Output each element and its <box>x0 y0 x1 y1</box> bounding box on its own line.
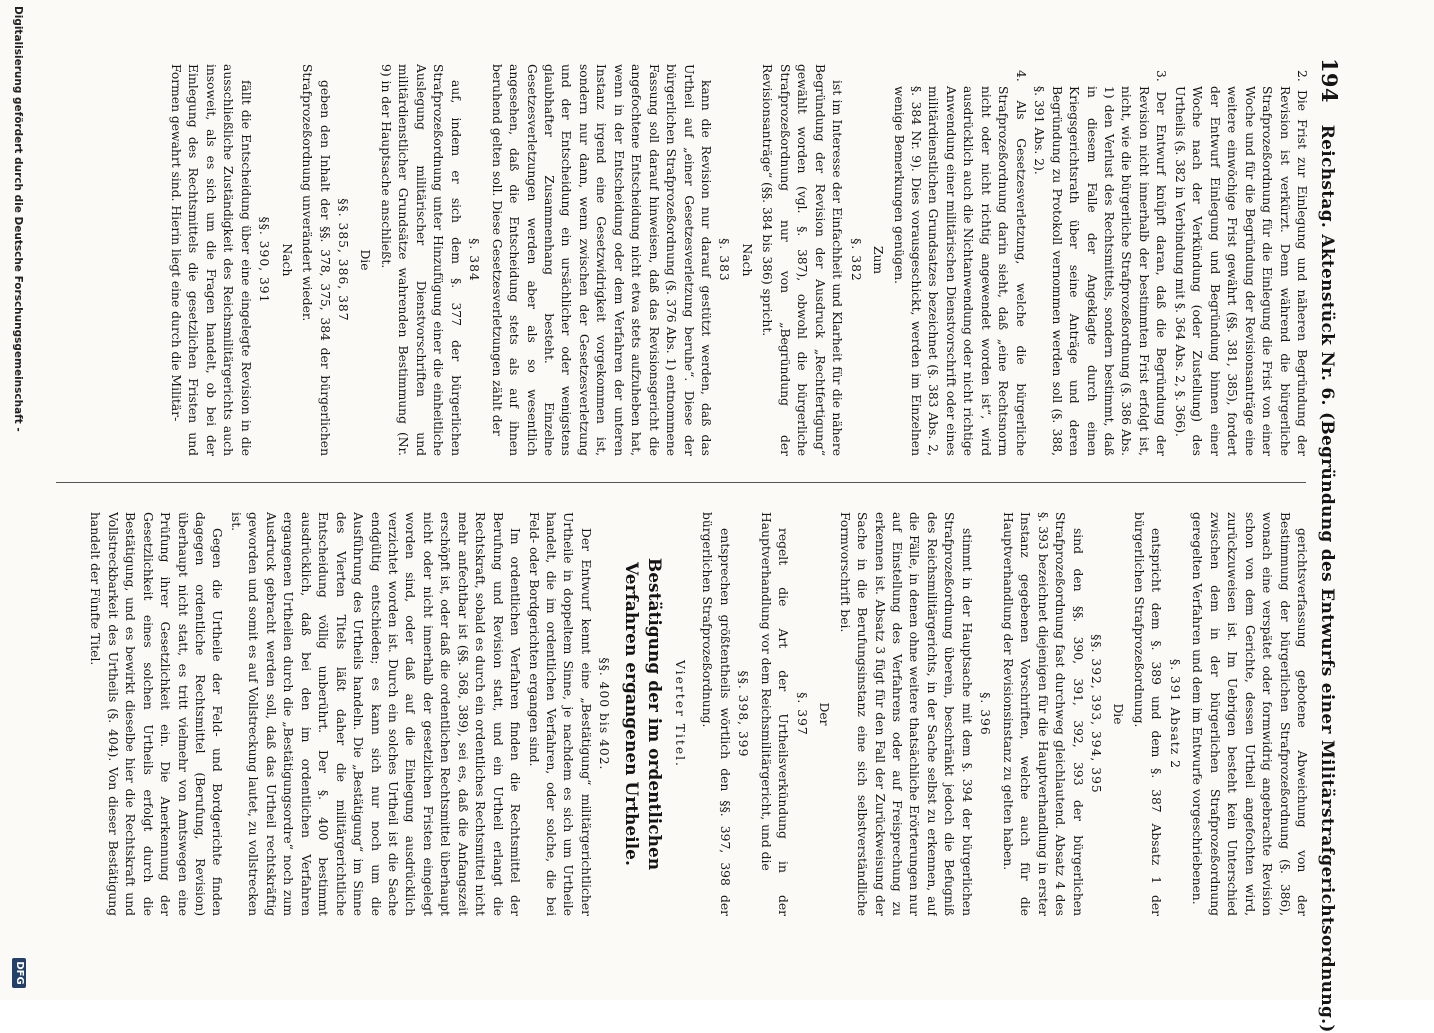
paragraph: stimmt in der Hauptsache mit dem §. 394 der bürgerlichen Strafprozeßordnung überein, beschränkt jedoch die Befugniß des Reichsmilitärgerichts, in der Sache selbst zu erkennen, auf die Fälle, in denen ohne weitere thatsächliche Erörterungen nur auf Einstellung des Verfahrens oder auf Freisprechung zu erkennen ist. Absatz 3 fügt für den Fall der Zurückweisung der Sache in die Berufungsinstanz eine sich selbstverständliche Formvorschrift bei. <box>837 512 974 916</box>
section-heading: §. 396 <box>978 692 993 736</box>
paragraph: ist im Interesse der Einfachheit und Klarheit für die nähere Begründung der Revision der Ausdruck „Rechtfertigung“ gewählt worden (vgl. §. 387), obwohl die bürgerliche Strafprozeßordnung nur von „Begründung der Revisionsanträge“ (§§. 384 bis 386) spricht. <box>760 64 845 456</box>
lead-word: Der <box>817 702 832 726</box>
section-heading: §. 383 <box>717 238 732 282</box>
paragraph: geben den Inhalt der §§. 378, 375, 384 der bürgerlichen Strafprozeßordnung unverändert wieder. <box>300 64 332 456</box>
lead-word: Zum <box>871 245 886 275</box>
running-title: Reichstag. Aktenstück Nr. 6. (Begründung des Entwurfs einer Militärstrafgerichtsordnung.) <box>1317 124 1337 1033</box>
chapter-title: Vierter Titel. <box>673 660 688 768</box>
paragraph: Im ordentlichen Verfahren finden die Rechtsmittel der Berufung und Revision statt, und ein Urtheil erlangt die Rechtskraft, sobald es durch ein ordentliches Rechtsmittel nicht mehr anfechtbar ist (§§. 368, 389), sei es, daß die Anfangszeit erschöpft ist, oder daß die ordentlichen Rechtsmittel überhaupt nicht oder nicht innerhalb der gesetzlichen Fristen eingelegt worden sind, oder daß auf die Einlegung ausdrücklich verzichtet worden ist. Durch ein solches Urtheil ist die Sache endgültig entschieden; es kann sich nur noch um die Ausführung des Urtheils handeln. Die „Bestätigung“ im Sinne des Vierten Titels läßt daher die militärgerichtliche Entscheidung völlig unberührt. Der §. 400 bestimmt ausdrücklich, daß bei den im ordentlichen Verfahren ergangenen Urtheilen durch die „Bestätigungsordre“ noch zum Ausdruck gebracht werden soll, daß das Urtheil rechtskräftig geworden und somit es auf Vollstreckung lautet, zu vollstrecken ist. <box>228 512 523 916</box>
list-item: 4. Als Gesetzesverletzung, welche die bürgerliche Strafprozeßordnung darin sieht, daß „eine Rechtsnorm nicht oder nicht richtig angewendet worden ist“, wird ausdrücklich auch die Nichtanwendung oder nicht richtige Anwendung einer militärischen Dienstvorschrift oder eines militärdienstlichen Grundsatzes bezeichnet (§. 383 Abs. 2, §. 384 Nr. 9). Dies vorausgeschickt, werden im Einzelnen wenige Bemerkungen genügen. <box>891 70 1028 456</box>
list-item: 3. Der Entwurf knüpft daran, daß die Begründung der Revision nicht innerhalb der bestimmten Frist erfolgt ist, nicht, wie die bürgerliche Strafprozeßordnung (§. 386 Abs. 1) den Verlust des Rechtsmittels, sondern bestimmt, daß in diesem Falle der Angeklagte durch einen Kriegsgerichtsrath über seine Anträge und deren Begründung zu Protokoll vernommen werden soll (§. 388, §. 391 Abs. 2). <box>1032 70 1169 456</box>
paragraph: regelt die Art der Urtheilsverkündung in der Hauptverhandlung vor dem Reichsmilitärgericht, und die <box>758 512 791 916</box>
section-heading: §§. 398, 399 <box>736 670 751 758</box>
section-heading: §§. 390, 391 <box>257 216 272 304</box>
paragraph: sind den §§. 390, 391, 392, 393 der bürgerlichen Strafprozeßordnung fast durchweg gleichlautend. Absatz 4 des §. 393 bezeichnet diejenigen für die Hauptverhandlung in erster Instanz gegebenen Vorschriften, welche auch für die Hauptverhandlung der Revisionsinstanz zu gelten haben. <box>1000 512 1085 916</box>
paragraph: Gegen die Urtheile der Feld- und Bordgerichte finden dagegen ordentliche Rechtsmittel (Berufung, Revision) überhaupt nicht statt, es tritt vielmehr von Amtswegen eine Prüfung ihrer Gesetzlichkeit ein. Die Anerkennung der Gesetzlichkeit eines solchen Urtheils erfolgt durch die Bestätigung, und es bewirkt dieselbe hier die Rechtskraft und Vollstreckbarkeit des Urtheils (§. 404). Von dieser Bestätigung handelt der Fünfte Titel. <box>88 512 225 916</box>
paragraph: fällt die Entscheidung über eine eingelegte Revision in die ausschließliche Zuständigkeit des Reichsmilitärgerichts auch insoweit, als es sich um die Fragen handelt, ob bei der Einlegung des Rechtsmittels die gesetzlichen Fristen und Formen gewahrt sind. Hierin liegt eine durch die Militär- <box>168 64 253 456</box>
section-heading: §. 382 <box>848 238 863 282</box>
lead-word: Nach <box>739 243 754 277</box>
right-column <box>50 512 1310 916</box>
lead-word: Die <box>358 249 373 271</box>
paragraph: gerichtsverfassung gebotene Abweichung von der Bestimmung der bürgerlichen Strafprozeßordnung (§. 386), wonach eine verspätet oder formwidrig angebrachte Revision schon von dem Gerichte, dessen Urtheil angefochten wird, zurückzuweisen ist. Im Uebrigen besteht kein Unterschied zwischen dem in der bürgerlichen Strafprozeßordnung geregelten Verfahren und dem im Entwurfe vorgeschriebenen. <box>1190 512 1309 916</box>
section-heading: §. 391 Absatz 2 <box>1167 659 1182 769</box>
section-heading: §§. 392, 393, 394, 395 <box>1089 634 1104 794</box>
section-heading: §. 397 <box>794 692 809 736</box>
lead-word: Die <box>1111 703 1126 725</box>
left-column <box>50 64 1310 456</box>
section-title: Bestätigung der im ordentlichen Verfahren ergangenen Urtheile. <box>621 557 664 871</box>
funding-note: Digitalisierung gefördert durch die Deutsche Forschungsgemeinschaft - <box>12 6 24 432</box>
page-number: 194 <box>1317 58 1342 103</box>
paragraph: entspricht dem §. 389 und dem §. 387 Absatz 1 der bürgerlichen Strafprozeßordnung. <box>1131 512 1164 916</box>
paragraph: kann die Revision nur darauf gestützt werden, daß das Urtheil auf „einer Gesetzesverletzung beruhe“. Diese der bürgerlichen Strafprozeßordnung (§. 376 Abs. 1) entnommene Fassung soll darauf hinweisen, daß das Revisionsgericht die angefochtene Entscheidung nicht etwa stets aufzuheben hat, wenn in der Entscheidung oder dem Verfahren der unteren Instanz irgend eine Gesetzwidrigkeit vorgekommen ist, sondern nur dann, wenn zwischen der Gesetzesverletzung und der Entscheidung ein ursächlicher oder wenigstens glaubhafter Zusammenhang besteht. Einzelne Gesetzesverletzungen werden aber als so wesentlich angesehen, daß die Entscheidung stets als auf ihnen beruhend gelten soll. Diese Gesetzesverletzungen zählt der <box>489 64 714 456</box>
paragraph: Der Entwurf kennt eine „Bestätigung“ militärgerichtlicher Urtheile in doppeltem Sinne, je nachdem es sich um Urtheile handelt, die im ordentlichen Verfahren, oder solche, die bei Feld- oder Bordgerichten ergangen sind. <box>526 512 593 916</box>
page-header <box>1314 58 1342 1033</box>
column-divider <box>56 482 1306 483</box>
dfg-logo: DFG <box>12 958 26 988</box>
lead-word: Nach <box>279 243 294 277</box>
digitization-footer <box>5 0 29 1000</box>
list-item: 2. Die Frist zur Einlegung und näheren Begründung der Revision ist verkürzt. Denn während die bürgerliche Strafprozeßordnung für die Einlegung die Frist von einer Woche und für die Begründung der Revisionsanträge eine weitere einwöchige Frist gewährt (§§. 381, 385), fordert der Entwurf Einlegung und Begründung binnen einer Woche nach der Verkündung (oder Zustellung) des Urtheils (§. 382 in Verbindung mit §. 364 Abs. 2, §. 366). <box>1172 70 1309 456</box>
section-heading: §. 384 <box>467 238 482 282</box>
section-heading: §§. 400 bis 402. <box>597 657 612 771</box>
section-heading: §§. 385, 386, 387 <box>335 198 350 322</box>
paragraph: entsprechen größtentheils wörtlich den §§. 397, 398 der bürgerlichen Strafprozeßordnung. <box>700 512 732 916</box>
paragraph: auf, indem er sich dem §. 377 der bürgerlichen Strafprozeßordnung unter Hinzufügung einer die einheitliche Auslegung militärischer Dienstvorschriften und militärdienstlicher Grundsätze wahrenden Bestimmung (Nr. 9) in der Hauptsache anschließt. <box>378 64 463 456</box>
